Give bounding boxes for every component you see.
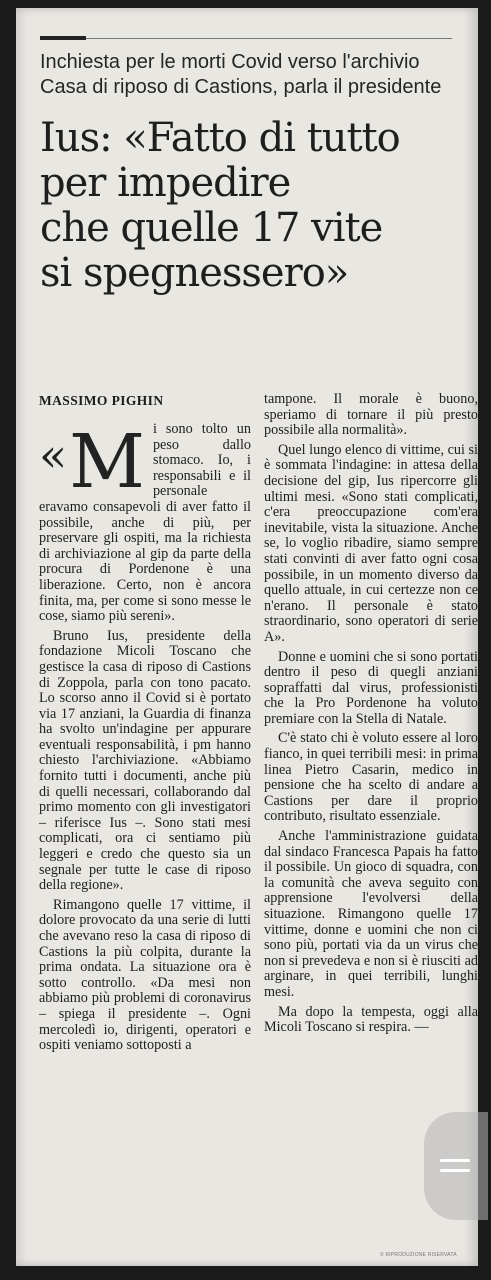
headline-line: che quelle 17 vite (40, 205, 383, 251)
menu-handle-icon[interactable] (424, 1112, 488, 1220)
article-paragraph: Quel lungo elenco di vittime, cui si è sommata l'indagine: in attesa della decisione del gip, Ius ripercorre gli ultimi mesi. «Sono stati complicati, c'era preoccupazione com'era inevitabile, vista la situazione. Anche se, lo voglio ribadire, siamo sempre stati convinti di aver fatto ogni cosa possibile, in un momento diverso da quello attuale, in cui certezze non ce n'erano. Il personale è stato straordinario, sono operatori di serie A». (264, 441, 478, 645)
copyright-credit: © RIPRODUZIONE RISERVATA (380, 1252, 457, 1258)
article-column-right (264, 392, 478, 1036)
kicker-line: Casa di riposo di Castions, parla il presidente (40, 76, 442, 98)
headline (40, 116, 465, 296)
article-paragraph: «M i sono tolto un peso dallo stomaco. Io, i responsabili e il personale eravamo consapevoli di aver fatto il possibile, anche di più, per preservare gli ospiti, ma la richiesta di archiviazione al gip da parte della procura di Pordenone è una liberazione. Certo, non è ancora finita, ma, per come si sono messe le cose, siamo più sereni». (39, 419, 251, 625)
byline: MASSIMO PIGHIN (39, 393, 164, 408)
article-paragraph: Ma dopo la tempesta, oggi alla Micoli Toscano si respira. — (264, 1003, 478, 1036)
headline-line: Ius: «Fatto di tutto (40, 115, 400, 161)
headline-line: per impedire (40, 160, 291, 206)
headline-line: si spegnessero» (40, 250, 349, 296)
handle-bar (440, 1159, 470, 1162)
article-paragraph: C'è stato chi è voluto essere al loro fianco, in quei terribili mesi: in prima linea Pietro Casarin, medico in pensione che ha scelto di andare a Castions per dare il proprio contributo, risultato essenziale. (264, 730, 478, 825)
newspaper-page (16, 8, 478, 1266)
kicker-line: Inchiesta per le morti Covid verso l'archivio (40, 51, 420, 73)
article-paragraph: Rimangono quelle 17 vittime, il dolore provocato da una serie di lutti che avevano reso la casa di riposo di Castions la più colpita, durante la prima ondata. La situazione ora è sotto controllo. «Da mesi non abbiamo più problemi di coronavirus – spiega il presidente –. Ogni mercoledì io, dirigenti, operatori e ospiti veniamo sottoposti a (39, 896, 251, 1054)
article-paragraph: tampone. Il morale è buono, speriamo di tornare il più presto possibile alla normalità». (264, 391, 478, 439)
article-column-left (39, 419, 251, 1054)
kicker (40, 50, 460, 100)
article-paragraph: Donne e uomini che si sono portati dentro il peso di quegli anziani sopraffatti dal virus, professionisti che la Pro Pordenone ha voluto premiare con la Stella di Natale. (264, 648, 478, 727)
article-paragraph: Bruno Ius, presidente della fondazione Micoli Toscano che gestisce la casa di riposo di Castions di Zoppola, parla con tono pacato. Lo scorso anno il Covid si è portato via 17 anziani, la Guardia di finanza ha svolto un'indagine per appurare eventuali responsabilità, i pm hanno chiesto l'archiviazione. «Abbiamo fornito tutti i documenti, anche più di quelli necessari, collaborando dal primo momento con gli investigatori – riferisce Ius –. Sono stati mesi complicati, ora ci sentiamo più leggeri e credo che questo sia un segnale per tutte le case di riposo della regione». (39, 627, 251, 894)
handle-bar (440, 1169, 470, 1172)
article-paragraph: Anche l'amministrazione guidata dal sindaco Francesca Papais ha fatto il possibile. Un gioco di squadra, con la comunità che aveva seguito con apprensione l'evolversi della situazione. Rimangono quelle 17 vittime, donne e uomini che non ci sono più, portati via da un virus che non si prevedeva e non si è riusciti ad arginare, in quei terribili, lunghi mesi. (264, 828, 478, 1000)
drop-cap: «M (39, 419, 145, 505)
top-rule (40, 38, 452, 39)
